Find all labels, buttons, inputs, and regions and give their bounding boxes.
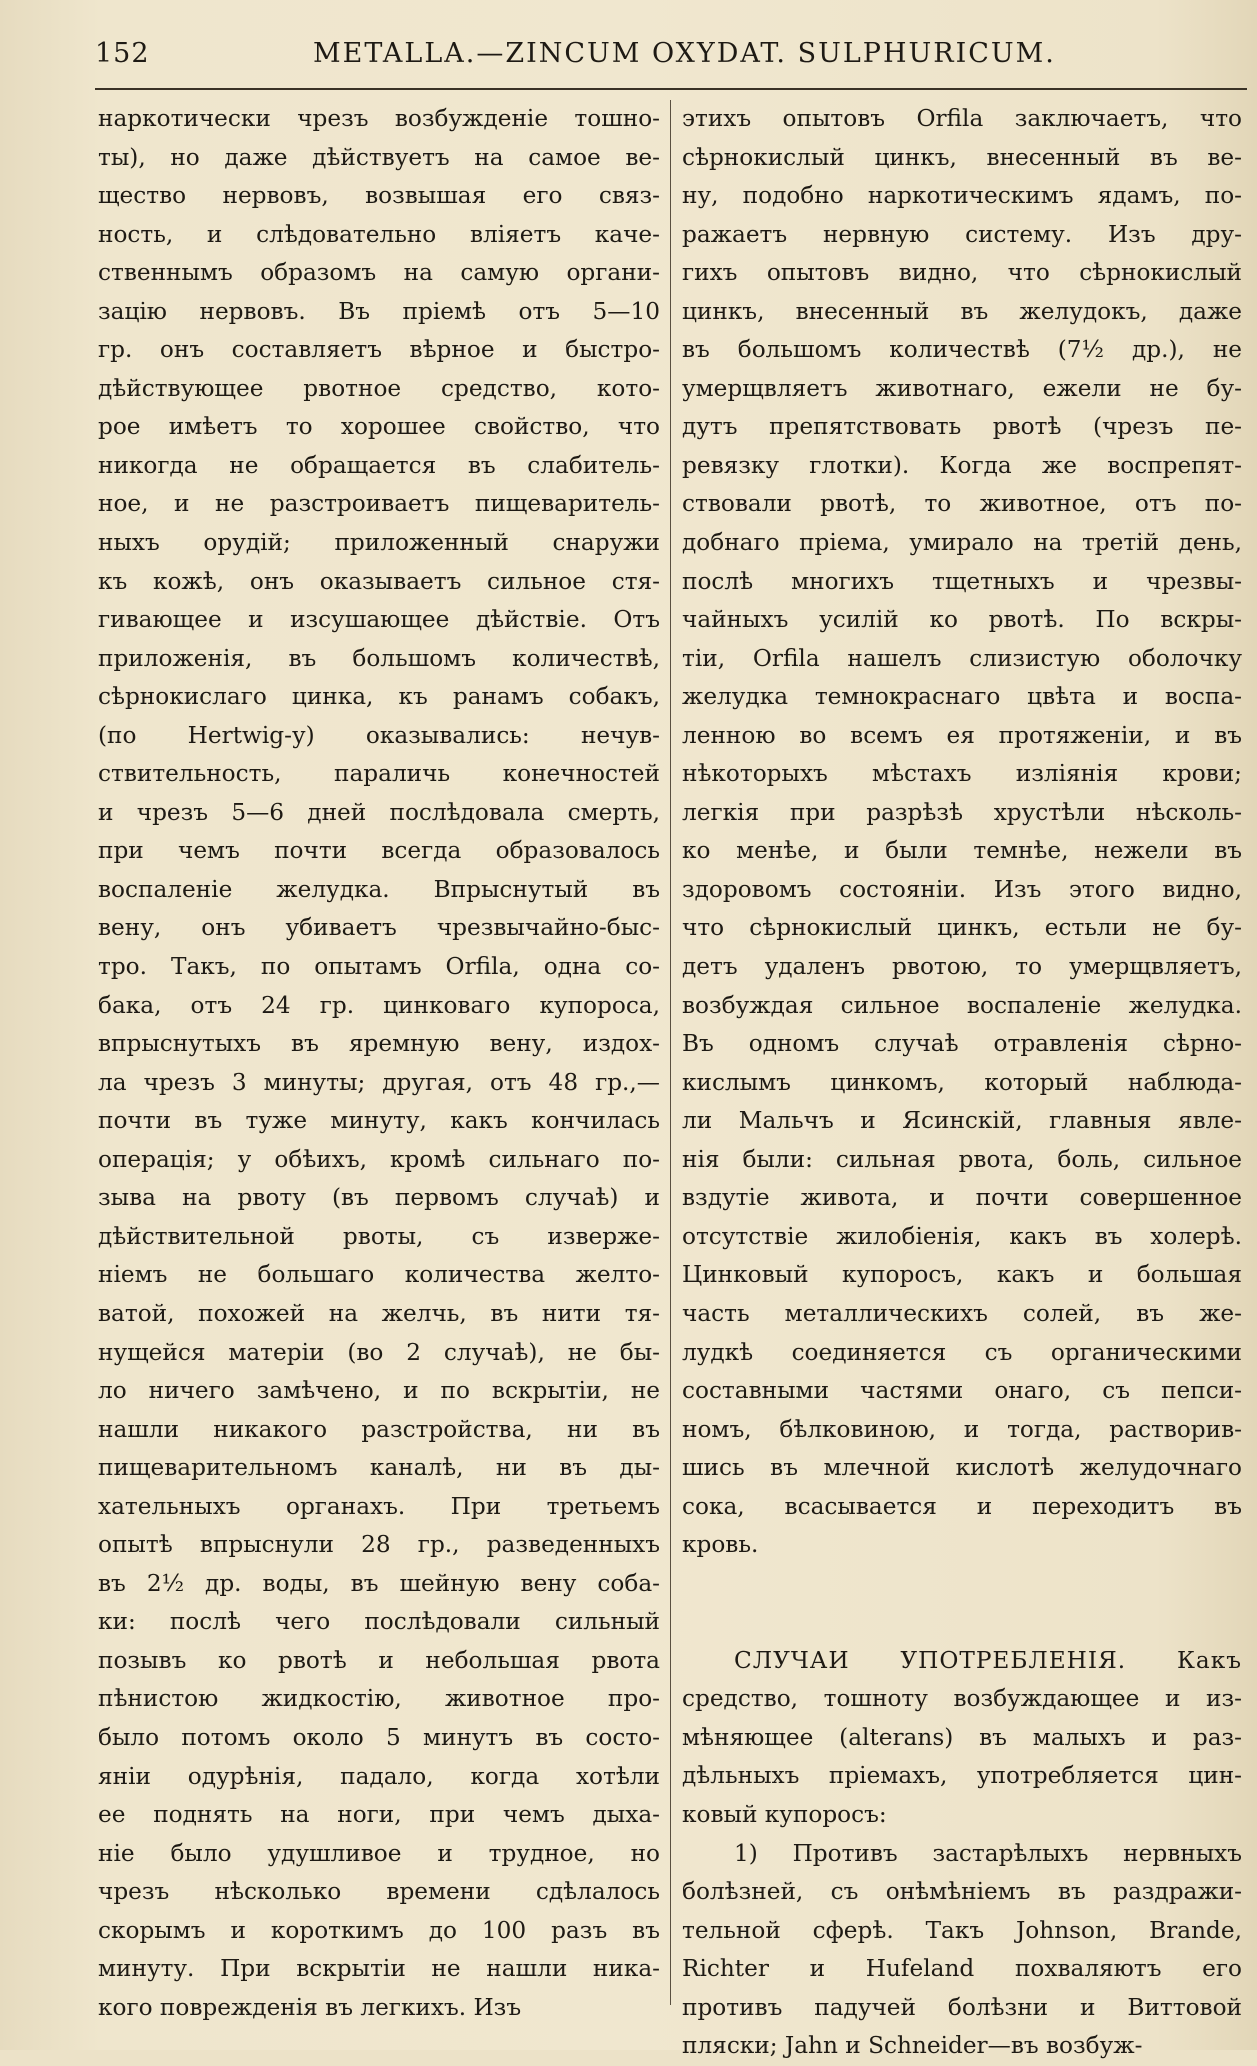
text-line: наркотически чрезъ возбужденіе тошно- [98, 105, 660, 132]
text-line: щество нервовъ, возвышая его связ- [98, 182, 660, 210]
running-head: METALLA.—ZINCUM OXYDAT. SULPHURICUM. [313, 38, 1056, 69]
text-line: вену, онъ убиваетъ чрезвычайно-быс- [98, 914, 660, 942]
header-rule [95, 88, 1247, 90]
text-line: въ большомъ количествѣ (7½ др.), не [682, 336, 1242, 364]
text-line: сока, всасывается и переходитъ въ [682, 1492, 1242, 1520]
text-line: позывъ ко рвотѣ и небольшая рвота [98, 1646, 660, 1674]
text-line: къ кожѣ, онъ оказываетъ сильное стя- [98, 567, 660, 595]
text-line: болѣзней, съ онѣмѣніемъ въ раздражи- [682, 1878, 1242, 1906]
text-line: ствительность, параличь конечностей [98, 760, 660, 788]
text-line: ки: послѣ чего послѣдовали сильный [98, 1608, 660, 1636]
text-line: яніи одурѣнія, падало, когда хотѣли [98, 1762, 660, 1790]
text-line: сѣрнокислый цинкъ, внесенный въ ве- [682, 143, 1242, 171]
text-line: зацію нервовъ. Въ пріемѣ отъ 5—10 [98, 297, 660, 325]
text-line: дѣйствительной рвоты, съ изверже- [98, 1222, 660, 1250]
text-line: 1) Противъ застарѣлыхъ нервныхъ [734, 1839, 1242, 1867]
text-line: никогда не обращается въ слабитель- [98, 451, 660, 479]
text-line: шись въ млечной кислотѣ желудочнаго [682, 1454, 1242, 1482]
text-line: пищеварительномъ каналѣ, ни въ ды- [98, 1454, 660, 1482]
text-line: ло ничего замѣчено, и по вскрытіи, не [98, 1377, 660, 1405]
text-line: детъ удаленъ рвотою, то умерщвляетъ, [682, 953, 1242, 981]
column-divider [670, 100, 671, 2005]
text-line: ковый купоросъ: [682, 1800, 887, 1828]
page-number: 152 [95, 38, 150, 69]
text-line: тіи, Orfila нашелъ слизистую оболочку [682, 644, 1242, 672]
left-column [98, 100, 660, 2027]
text-line: противъ падучей болѣзни и Виттовой [682, 1993, 1242, 2021]
section-gap [682, 1565, 1242, 1642]
text-line: воспаленіе желудка. Впрыснутый въ [98, 875, 660, 903]
text-line: Въ одномъ случаѣ отравленія сѣрно- [682, 1030, 1242, 1058]
text-line: впрыснутыхъ въ яремную вену, издох- [98, 1030, 660, 1058]
text-line: составными частями онаго, съ пепси- [682, 1377, 1242, 1405]
text-line: что сѣрнокислый цинкъ, естьли не бу- [682, 914, 1242, 942]
text-line: ность, и слѣдовательно вліяетъ каче- [98, 220, 660, 248]
text-line: пляски; Jahn и Schneider—въ возбуж- [682, 2032, 1143, 2060]
text-line: отсутствіе жилобіенія, какъ въ холерѣ. [682, 1222, 1242, 1250]
text-line: ли Мальчъ и Ясинскій, главныя явле- [682, 1107, 1242, 1135]
text-line: ватой, похожей на желчь, въ нити тя- [98, 1299, 660, 1327]
text-line: ственнымъ образомъ на самую органи- [98, 259, 660, 287]
text-line: Цинковый купоросъ, какъ и большая [682, 1261, 1242, 1289]
text-line: гивающее и изсушающее дѣйствіе. Отъ [98, 606, 660, 634]
text-line: хательныхъ органахъ. При третьемъ [98, 1492, 660, 1520]
text-line: было потомъ около 5 минутъ въ состо- [98, 1723, 660, 1751]
text-line: ныхъ орудій; приложенный снаружи [98, 529, 660, 557]
text-line: пѣнистою жидкостію, животное про- [98, 1685, 660, 1713]
text-line: часть металлическихъ солей, въ же- [682, 1299, 1242, 1327]
text-line: номъ, бѣлковиною, и тогда, растворив- [682, 1415, 1242, 1443]
text-line: вздутіе живота, и почти совершенное [682, 1184, 1242, 1212]
text-line: минуту. При вскрытіи не нашли ника- [98, 1955, 660, 1983]
text-line: легкія при разрѣзѣ хрустѣли нѣсколь- [682, 798, 1242, 826]
text-line: тро. Такъ, по опытамъ Orfila, одна со- [98, 953, 660, 981]
text-line: ніе было удушливое и трудное, но [98, 1839, 660, 1867]
text-line: цинкъ, внесенный въ желудокъ, даже [682, 297, 1242, 325]
text-line: СЛУЧАИ УПОТРЕБЛЕНІЯ. Какъ [734, 1646, 1242, 1674]
text-line: дѣльныхъ пріемахъ, употребляется цин- [682, 1762, 1242, 1790]
text-line: чрезъ нѣсколько времени сдѣлалось [98, 1878, 660, 1906]
text-line: тельной сферѣ. Такъ Johnson, Brande, [682, 1916, 1242, 1944]
text-line: приложенія, въ большомъ количествѣ, [98, 644, 660, 672]
text-line: мѣняющее (alterans) въ малыхъ и раз- [682, 1723, 1242, 1751]
text-line: нущейся матеріи (во 2 случаѣ), не бы- [98, 1338, 660, 1366]
text-line: кислымъ цинкомъ, который наблюда- [682, 1068, 1242, 1096]
text-line: сѣрнокислаго цинка, къ ранамъ собакъ, [98, 683, 660, 711]
text-line: чайныхъ усилій ко рвотѣ. По вскры- [682, 606, 1242, 634]
text-line: бака, отъ 24 гр. цинковаго купороса, [98, 991, 660, 1019]
text-line: почти въ туже минуту, какъ кончилась [98, 1107, 660, 1135]
text-line: лудкѣ соединяется съ органическими [682, 1338, 1242, 1366]
text-line: дѣйствующее рвотное средство, кото- [98, 374, 660, 402]
text-line: ла чрезъ 3 минуты; другая, отъ 48 гр.,— [98, 1068, 660, 1096]
text-line: операція; у обѣихъ, кромѣ сильнаго по- [98, 1145, 660, 1173]
text-line: возбуждая сильное воспаленіе желудка. [682, 991, 1242, 1019]
text-line: и чрезъ 5—6 дней послѣдовала смерть, [98, 798, 660, 826]
text-line: зыва на рвоту (въ первомъ случаѣ) и [98, 1184, 660, 1212]
text-line: рое имѣетъ то хорошее свойство, что [98, 413, 660, 441]
text-line: (по Hertwig-у) оказывались: нечув- [98, 721, 660, 749]
text-line: желудка темнокраснаго цвѣта и воспа- [682, 683, 1242, 711]
text-line: ленною во всемъ ея протяженіи, и въ [682, 721, 1242, 749]
text-line: кровь. [682, 1531, 759, 1559]
text-line: нія были: сильная рвота, боль, сильное [682, 1145, 1242, 1173]
text-line: послѣ многихъ тщетныхъ и чрезвы- [682, 567, 1242, 595]
text-line: ствовали рвотѣ, то животное, отъ по- [682, 490, 1242, 518]
text-line: ну, подобно наркотическимъ ядамъ, по- [682, 182, 1242, 210]
text-line: ее поднять на ноги, при чемъ дыха- [98, 1801, 660, 1829]
text-line: при чемъ почти всегда образовалось [98, 837, 660, 865]
text-line: опытѣ впрыснули 28 гр., разведенныхъ [98, 1531, 660, 1559]
text-line: кого поврежденія въ легкихъ. Изъ [98, 1993, 522, 2021]
text-line: въ 2½ др. воды, въ шейную вену соба- [98, 1569, 660, 1597]
text-line: ко менѣе, и были темнѣе, нежели въ [682, 837, 1242, 865]
text-line: ніемъ не большаго количества желто- [98, 1261, 660, 1289]
text-line: добнаго пріема, умирало на третій день, [682, 529, 1242, 557]
text-line: умерщвляетъ животнаго, ежели не бу- [682, 374, 1242, 402]
text-line: средство, тошноту возбуждающее и из- [682, 1685, 1242, 1713]
text-line: нашли никакого разстройства, ни въ [98, 1415, 660, 1443]
text-line: гр. онъ составляетъ вѣрное и быстро- [98, 336, 660, 364]
page-header [95, 28, 1247, 78]
text-line: ревязку глотки). Когда же воспрепят- [682, 451, 1242, 479]
text-line: дутъ препятствовать рвотѣ (чрезъ пе- [682, 413, 1242, 441]
text-line: ражаетъ нервную систему. Изъ дру- [682, 220, 1242, 248]
right-column [682, 100, 1242, 2066]
text-line: Richter и Hufeland похваляютъ его [682, 1955, 1242, 1983]
text-line: ты), но даже дѣйствуетъ на самое ве- [98, 143, 660, 171]
text-line: здоровомъ состояніи. Изъ этого видно, [682, 875, 1242, 903]
text-line: нѣкоторыхъ мѣстахъ изліянія крови; [682, 760, 1242, 788]
text-line: гихъ опытовъ видно, что сѣрнокислый [682, 259, 1242, 287]
text-line: этихъ опытовъ Orfila заключаетъ, что [682, 105, 1242, 132]
text-line: скорымъ и короткимъ до 100 разъ въ [98, 1916, 660, 1944]
text-line: ное, и не разстроиваетъ пищеваритель- [98, 490, 660, 518]
